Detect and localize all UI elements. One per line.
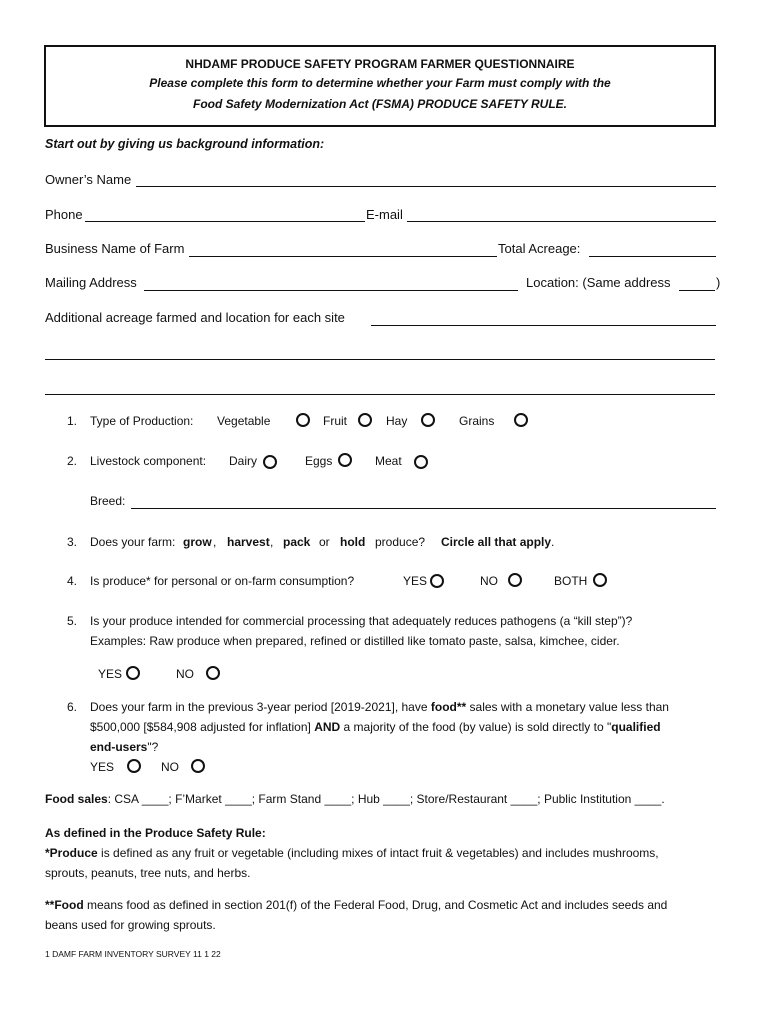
additional-acreage-line3[interactable]: [45, 394, 715, 395]
form-title: NHDAMF PRODUCE SAFETY PROGRAM FARMER QUESTIONNAIRE: [185, 57, 575, 71]
q6-end-users: end-users: [90, 740, 148, 754]
q6-line1: [90, 700, 669, 714]
mailing-address-field[interactable]: [144, 290, 518, 291]
q5-number: 5.: [67, 614, 78, 628]
additional-acreage-label: Additional acreage farmed and location for each site: [45, 310, 345, 325]
q1-number: 1.: [67, 414, 78, 428]
q4-no-radio[interactable]: [508, 573, 522, 587]
q4-label: Is produce* for personal or on-farm consumption?: [90, 574, 355, 588]
q4-option-both-label: BOTH: [554, 574, 588, 588]
q6-option-no-label: NO: [161, 760, 179, 774]
q3-hold[interactable]: hold: [340, 535, 366, 549]
food-definition-line2: beans used for growing sprouts.: [45, 918, 216, 932]
q6-line3-end: "?: [147, 740, 159, 754]
location-close-paren: ): [716, 275, 721, 290]
q6-option-yes-label: YES: [90, 760, 115, 774]
q2-eggs-radio[interactable]: [338, 453, 352, 467]
email-label: E-mail: [366, 207, 403, 222]
header-box: [44, 45, 716, 127]
q2-dairy-radio[interactable]: [263, 455, 277, 469]
q3-period: .: [551, 535, 555, 549]
q2-breed-label: Breed:: [90, 494, 126, 508]
business-name-field[interactable]: [189, 256, 497, 257]
form-subtitle-line2: Food Safety Modernization Act (FSMA) PRODUCE SAFETY RULE.: [192, 97, 567, 111]
q2-label: Livestock component:: [90, 454, 207, 468]
q6-qualified: qualified: [611, 720, 661, 734]
q3-grow[interactable]: grow: [183, 535, 212, 549]
form-subtitle-line1: Please complete this form to determine whether your Farm must comply with the: [149, 76, 611, 90]
mailing-address-label: Mailing Address: [45, 275, 137, 290]
owner-name-field[interactable]: [136, 186, 716, 187]
q1-grains-radio[interactable]: [514, 413, 528, 427]
q5-line2: Examples: Raw produce when prepared, refined or distilled like tomato paste, salsa, kimchee, cider.: [90, 634, 620, 648]
q1-option-vegetable-label: Vegetable: [217, 414, 271, 428]
location-label: Location: (Same address: [526, 275, 671, 290]
q2-meat-radio[interactable]: [414, 455, 428, 469]
q6-food-term: food**: [430, 700, 467, 714]
q3-or: or: [319, 535, 330, 549]
q3-comma1: ,: [213, 535, 217, 549]
q2-option-eggs-label: Eggs: [305, 454, 333, 468]
business-name-label: Business Name of Farm: [45, 241, 185, 256]
q2-option-meat-label: Meat: [375, 454, 402, 468]
q3-pack[interactable]: pack: [283, 535, 311, 549]
total-acreage-field[interactable]: [589, 256, 716, 257]
phone-label: Phone: [45, 207, 83, 222]
q4-yes-radio[interactable]: [430, 574, 444, 588]
q3-number: 3.: [67, 535, 78, 549]
additional-acreage-field[interactable]: [371, 325, 716, 326]
q4-both-radio[interactable]: [593, 573, 607, 587]
food-sales-options[interactable]: : CSA ____; F’Market ____; Farm Stand ____; Hub ____; Store/Restaurant ____; Public Institution ____.: [107, 792, 665, 806]
q6-line2-part2: a majority of the food (by value) is sold directly to ": [343, 720, 612, 734]
q6-number: 6.: [67, 700, 78, 714]
q6-line2-part1: $500,000 [$584,908 adjusted for inflation]: [90, 720, 311, 734]
q4-number: 4.: [67, 574, 78, 588]
food-definition-line1: [45, 895, 667, 915]
produce-definition-text: is defined as any fruit or vegetable (including mixes of intact fruit & vegetables) and includes mushrooms,: [97, 846, 659, 860]
q5-option-yes-label: YES: [98, 667, 123, 681]
q3-prefix: Does your farm:: [90, 535, 176, 549]
q1-option-fruit-label: Fruit: [323, 414, 347, 428]
q6-line3: [90, 740, 158, 754]
food-term: **Food: [45, 898, 84, 912]
phone-field[interactable]: [85, 221, 365, 222]
q6-and: AND: [314, 720, 341, 734]
q1-vegetable-radio[interactable]: [296, 413, 310, 427]
q6-line2: [90, 720, 661, 734]
q5-yes-radio[interactable]: [126, 666, 140, 680]
footer-text: 1 DAMF FARM INVENTORY SURVEY 11 1 22: [45, 949, 221, 959]
q3-circle-instruction: Circle all that apply: [441, 535, 552, 549]
q1-label: Type of Production:: [90, 414, 194, 428]
additional-acreage-line2[interactable]: [45, 359, 715, 360]
definitions-heading: As defined in the Produce Safety Rule:: [45, 826, 266, 840]
q6-line1-part2: sales with a monetary value less than: [469, 700, 669, 714]
q5-no-radio[interactable]: [206, 666, 220, 680]
q5-line1: Is your produce intended for commercial processing that adequately reduces pathogens (a “kill step”)?: [90, 614, 633, 628]
q5-option-no-label: NO: [176, 667, 194, 681]
food-sales-label: Food sales: [45, 792, 108, 806]
email-field[interactable]: [407, 221, 716, 222]
q1-fruit-radio[interactable]: [358, 413, 372, 427]
owner-name-label: Owner’s Name: [45, 172, 132, 187]
q6-no-radio[interactable]: [191, 759, 205, 773]
q4-option-no-label: NO: [480, 574, 498, 588]
q6-yes-radio[interactable]: [127, 759, 141, 773]
q1-hay-radio[interactable]: [421, 413, 435, 427]
food-sales-line: [45, 792, 665, 806]
q3-comma2: ,: [270, 535, 274, 549]
q1-option-hay-label: Hay: [386, 414, 408, 428]
food-definition-text: means food as defined in section 201(f) of the Federal Food, Drug, and Cosmetic Act and includes seeds and: [83, 898, 668, 912]
produce-term: *Produce: [45, 846, 98, 860]
location-same-field[interactable]: [679, 290, 715, 291]
q6-line1-part1: Does your farm in the previous 3-year period [2019-2021], have: [90, 700, 428, 714]
total-acreage-label: Total Acreage:: [498, 241, 581, 256]
intro-text: Start out by giving us background information:: [45, 137, 325, 151]
q1-option-grains-label: Grains: [459, 414, 495, 428]
q2-breed-field[interactable]: [131, 508, 716, 509]
produce-definition-line2: sprouts, peanuts, tree nuts, and herbs.: [45, 866, 251, 880]
q2-option-dairy-label: Dairy: [229, 454, 258, 468]
produce-definition-line1: [45, 843, 659, 863]
q3-produce: produce?: [375, 535, 426, 549]
q3-harvest[interactable]: harvest: [227, 535, 270, 549]
q4-option-yes-label: YES: [403, 574, 428, 588]
q2-number: 2.: [67, 454, 78, 468]
